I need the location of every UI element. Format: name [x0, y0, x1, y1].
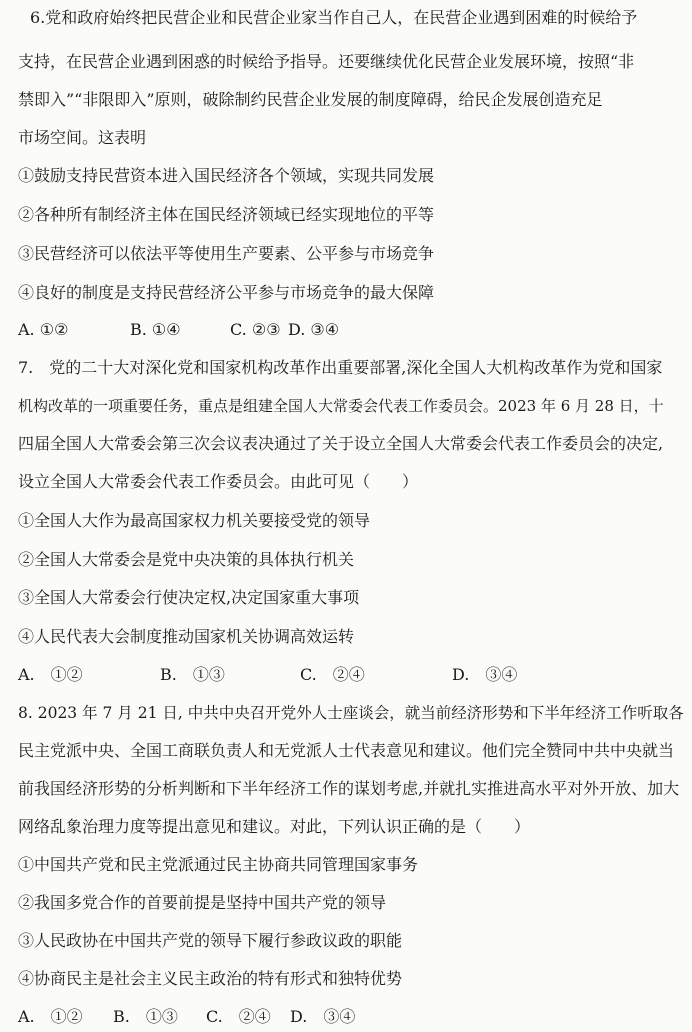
q7-options [18, 663, 678, 687]
q8-statement-2: ②我国多党合作的首要前提是坚持中国共产党的领导 [18, 893, 387, 912]
q7-stem-line-4: 设立全国人大常委会代表工作委员会。由此可见（ ） [18, 472, 419, 491]
q6-stem-line-1: 6.党和政府始终把民营企业和民营企业家当作自己人，在民营企业遇到困难的时候给予 [30, 8, 638, 27]
q7-statement-4: ④人民代表大会制度推动国家机关协调高效运转 [18, 627, 355, 646]
q8-statement-3: ③人民政协在中国共产党的领导下履行参政议政的职能 [18, 931, 403, 950]
q7-option-d: D. ③④ [452, 665, 518, 684]
q7-statement-2: ②全国人大常委会是党中央决策的具体执行机关 [18, 550, 355, 569]
q6-option-d: D. ③④ [288, 320, 340, 339]
q7-statement-3: ③全国人大常委会行使决定权,决定国家重大事项 [18, 588, 360, 607]
q8-stem-line-2: 民主党派中央、全国工商联负责人和无党派人士代表意见和建议。他们完全赞同中共中央就当 [18, 741, 675, 760]
q7-option-b: B. ①③ [160, 665, 225, 684]
q8-option-b: B. ①③ [113, 1007, 178, 1026]
q8-stem-line-4: 网络乱象治理力度等提出意见和建议。对此，下列认识正确的是（ ） [18, 817, 531, 836]
q8-option-a: A. ①② [18, 1007, 83, 1026]
q8-statement-4: ④协商民主是社会主义民主政治的特有形式和独特优势 [18, 969, 403, 988]
q6-statement-1: ①鼓励支持民营资本进入国民经济各个领域，实现共同发展 [18, 166, 435, 185]
q6-stem-line-4: 市场空间。这表明 [18, 128, 147, 147]
q6-statement-3: ③民营经济可以依法平等使用生产要素、公平参与市场竞争 [18, 244, 435, 263]
q8-statement-1: ①中国共产党和民主党派通过民主协商共同管理国家事务 [18, 855, 419, 874]
q8-option-d: D. ③④ [290, 1007, 356, 1026]
q8-option-c: C. ②④ [206, 1007, 271, 1026]
q8-stem-line-1: 8. 2023 年 7 月 21 日, 中共中央召开党外人士座谈会，就当前经济形势和下半年经济工作听取各 [18, 704, 684, 722]
q7-statement-1: ①全国人大作为最高国家权力机关要接受党的领导 [18, 511, 371, 530]
q6-statement-4: ④良好的制度是支持民营经济公平参与市场竞争的最大保障 [18, 283, 435, 302]
q6-statement-2: ②各种所有制经济主体在国民经济领域已经实现地位的平等 [18, 205, 435, 224]
q6-option-a: A. ①② [18, 320, 69, 339]
q7-option-c: C. ②④ [300, 665, 365, 684]
q6-stem-line-3: 禁即入”“非限即入”原则，破除制约民营企业发展的制度障碍，给民企发展创造充足 [18, 90, 603, 109]
q7-stem-line-1: 7. 党的二十大对深化党和国家机构改革作出重要部署,深化全国人大机构改革作为党和国家 [18, 358, 663, 377]
q8-stem-line-3: 前我国经济形势的分析判断和下半年经济工作的谋划考虑,并就扎实推进高水平对外开放、加大 [18, 779, 680, 798]
q6-stem-line-2: 支持，在民营企业遇到困惑的时候给予指导。还要继续优化民营企业发展环境，按照“非 [18, 52, 635, 71]
q6-options [18, 318, 678, 342]
q7-stem-line-3: 四届全国人大常委会第三次会议表决通过了关于设立全国人大常委会代表工作委员会的决定, [18, 434, 664, 453]
q8-options [18, 1005, 678, 1029]
q7-option-a: A. ①② [18, 665, 83, 684]
q6-option-c: C. ②③ [230, 320, 281, 339]
q6-option-b: B. ①④ [130, 320, 181, 339]
q7-stem-line-2: 机构改革的一项重要任务，重点是组建全国人大常委会代表工作委员会。2023 年 6 月 28 日，十 [18, 397, 664, 415]
